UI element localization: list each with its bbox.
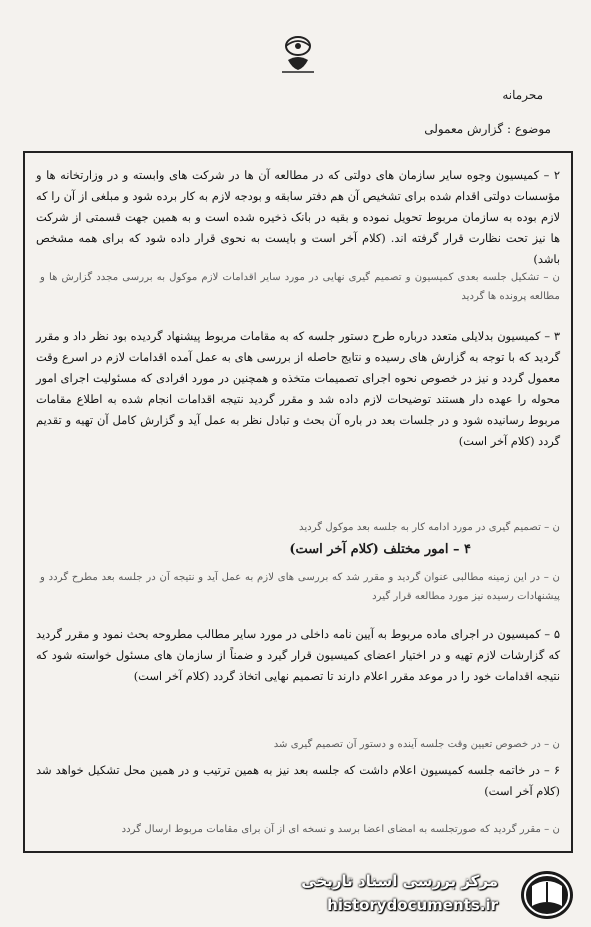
item-3-heading: ۴ – امور مختلف (کلام آخر است) <box>289 542 471 557</box>
watermark-url: historydocuments.ir <box>327 896 498 914</box>
archive-watermark <box>301 868 582 924</box>
subject-line: موضوع : گزارش معمولی <box>424 122 551 136</box>
lion-and-sun-emblem-icon <box>278 32 318 74</box>
item-5: ۶ – در خاتمه جلسه کمیسیون اعلام داشت که جلسه بعد نیز به همین ترتیب و در همین محل تشکیل خواهد شد (کلام آخر است) <box>36 763 560 798</box>
item-2: ۳ – کمیسیون بدلایلی متعدد درباره طرح دستور جلسه که به مقامات مربوط پیشنهاد گردیده بود نظر داد و مقرر گردید که با توجه به گزارش های رسیده و نتایج حاصله از بررسی های به عمل آمده اقدامات لازم در اسرع وقت معمول گردد و نیز در خصوص نحوه اجرای تصمیمات متخذه و همچنین در مورد افرادی که مسئولیت اجرای امور محوله را عهده دار هستند توضیحات لازم داده شد و مقرر گردید نتیجه اقدامات انجام شده به اطلاع مقامات مربوط رسانیده شود و در جلسات بعد در باره آن بحث و تبادل نظر به عمل آید و گزارش کامل آن تهیه و تقدیم گردد (کلام آخر است) <box>36 329 560 448</box>
item-4-note: ن – در خصوص تعیین وقت جلسه آینده و دستور آن تصمیم گیری شد <box>273 739 560 750</box>
item-1-note: ن – تشکیل جلسه بعدی کمیسیون و تصمیم گیری نهایی در مورد سایر اقدامات لازم موکول به بررسی مجدد گزارش ها و مطالعه پرونده ها گردید <box>40 272 560 302</box>
item-4: ۵ – کمیسیون در اجرای ماده مربوط به آیین نامه داخلی در مورد سایر مطالب مطروحه بحث نمود و مقرر گردید که گزارشات لازم تهیه و در اختیار اعضای کمیسیون قرار گیرد و ضمناً از سازمان های مسئول خواسته شود که نتیجه اقدامات خود را در موعد مقرر اعلام دارند تا تصمیم نهایی اتخاذ گردد (کلام آخر است) <box>36 627 560 683</box>
item-1: ۲ – کمیسیون وجوه سایر سازمان های دولتی که در مطالعه آن ها در شرکت های وابسته و در وزارتخانه ها و مؤسسات دولتی اقدام شده برای تشخیص آن هم دفتر سابقه و بودجه لازم به کار برده شود و مبلغی از آن را که لازم بوده به سازمان مربوط تحویل نموده و بقیه در بانک ذخیره شده است و به همین جهت قسمتی از شرکت ها نیز تحت نظارت قرار گرفته اند. (کلام آخر است و بایست به نحوی قرار داده شود که برای همه مشخص باشد) <box>36 168 560 266</box>
confidential-label: محرمانه <box>502 88 543 102</box>
item-5-note: ن – مقرر گردید که صورتجلسه به امضای اعضا برسد و نسخه ای از آن برای مقامات مربوط ارسال گردد <box>121 824 560 835</box>
item-2-note: ن – تصمیم گیری در مورد ادامه کار به جلسه بعد موکول گردید <box>298 522 560 533</box>
item-3-note: ن – در این زمینه مطالبی عنوان گردید و مقرر شد که بررسی های لازم به عمل آید و نتیجه آن در جلسه بعد مطرح گردد و پیشنهادات رسیده نیز مورد مطالعه قرار گیرد <box>40 572 560 602</box>
archive-logo-icon <box>518 868 576 922</box>
watermark-title: مرکز بررسی اسناد تاریخی <box>301 872 498 890</box>
